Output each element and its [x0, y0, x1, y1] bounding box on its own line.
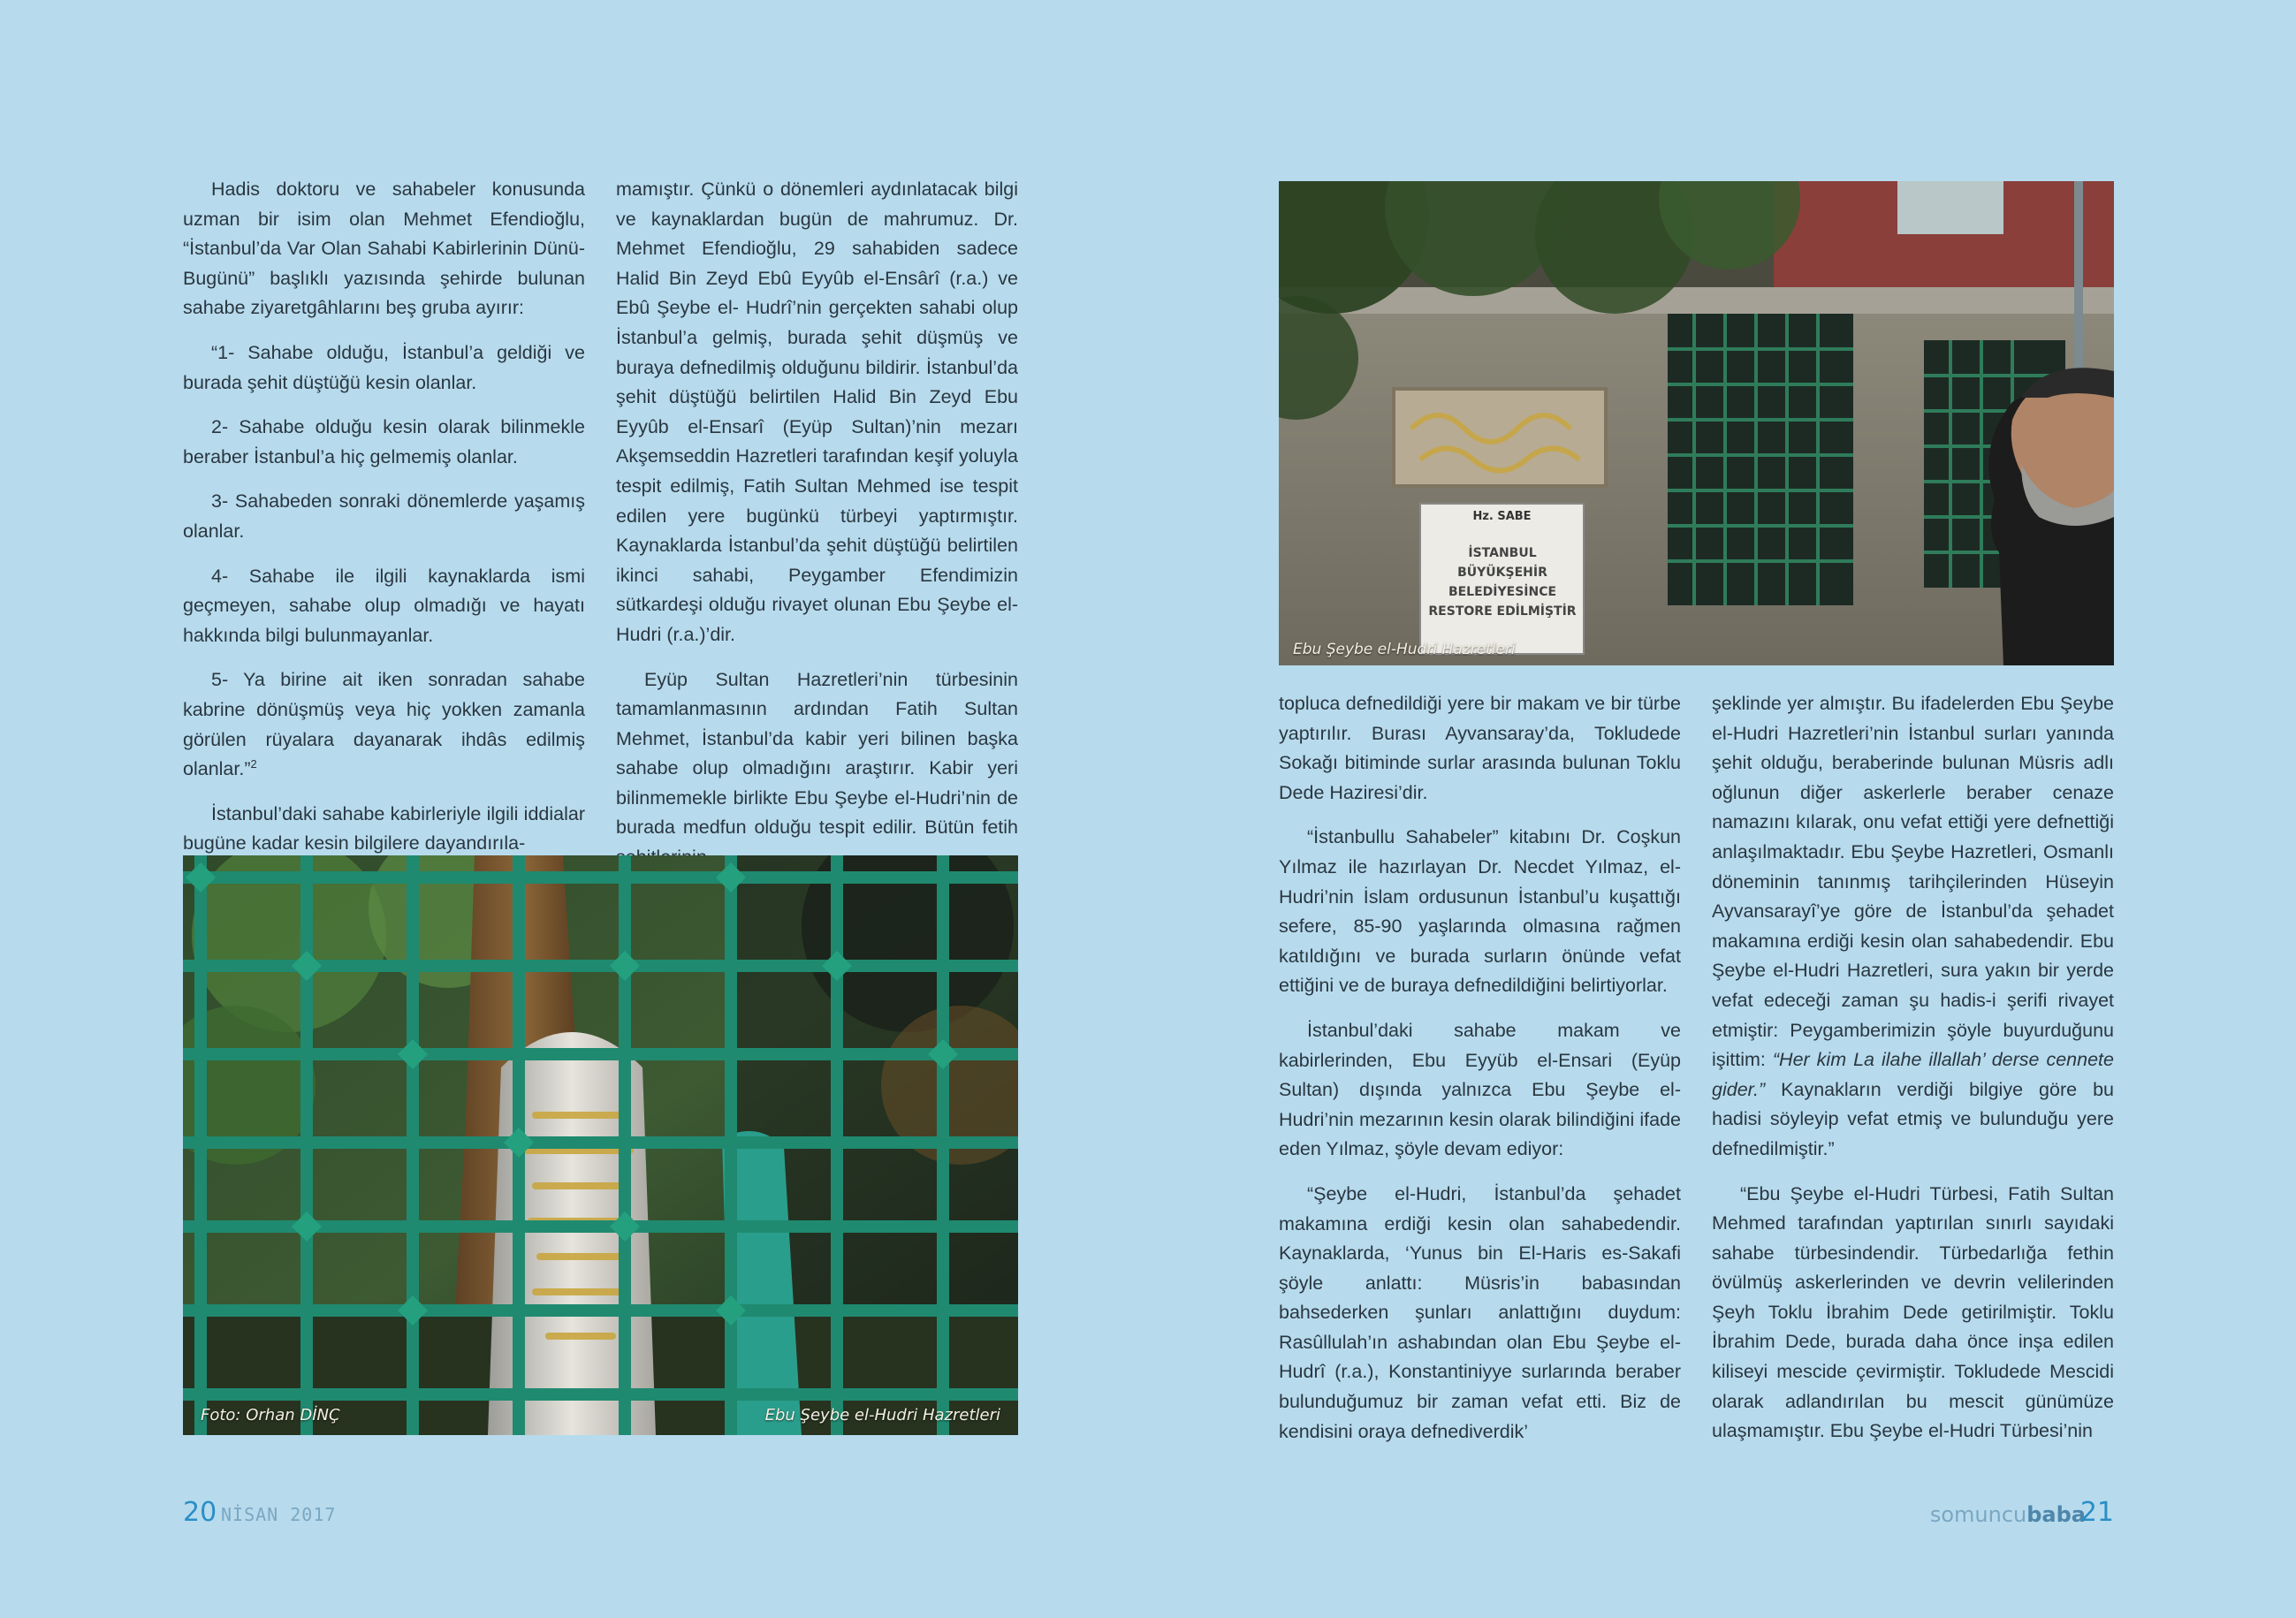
photo-grave-behind-grille — [183, 855, 1018, 1435]
paragraph-text: 5- Ya birine ait iken sonradan sahabe kabrine dönüşmüş veya hiç yokken zamanla görülen rüyalara dayanarak ihdâs edilmiş olanlar.” — [183, 669, 585, 780]
photo-tomb-wall — [1279, 181, 2114, 665]
grave-photo-illustration — [183, 855, 1018, 1435]
left-column-2 — [616, 175, 1018, 888]
paragraph — [183, 665, 585, 784]
photo-caption: Ebu Şeybe el-Hudri Hazretleri — [764, 1406, 1000, 1424]
paragraph: İstanbul’daki sahabe kabirleriyle ilgili iddialar bugüne kadar kesin bilgilere dayandırıla- — [183, 802, 585, 855]
page-number-right: 21 — [2079, 1497, 2114, 1528]
page-number-left: 20 — [183, 1497, 217, 1528]
paragraph: “1- Sahabe olduğu, İstanbul’a geldiği ve burada şehit düştüğü kesin olanlar. — [183, 341, 585, 393]
tomb-photo-illustration — [1279, 181, 2114, 665]
sign-label: Hz. SABE — [1472, 510, 1532, 523]
right-column-1 — [1279, 689, 1681, 1462]
magazine-brand — [1930, 1502, 2086, 1527]
paragraph: Eyüp Sultan Hazretleri’nin türbesinin tamamlanmasının ardından Fatih Sultan Mehmet, İstanbul’da kabir yeri bilinen başka sahabe olup olmadığını araştırır. Kabir yeri bilinmemekle birlikte Ebu Şeybe el-Hudri’nin de burada medfun olduğu tespit edilir. Bütün fetih — [616, 668, 1018, 839]
paragraph: mamıştır. Çünkü o dönemleri aydınlatacak bilgi ve kaynaklardan bugün de mahrumuz. Dr. Mehmet Efendioğlu, 29 sahabiden sadece Halid Bin Zeyd Ebû Eyyûb el-Ensârî (r.a.) ve Ebû Şeybe el- Hudrî’nin gerçekten sahabi olup İstanbul’a gelmiş, burada şehit düşmüş ve buraya defnedilmiş olduğunu bildirir. İstanbul’da şehit düştüğü belirtilen Halid Bin Zeyd Ebu Eyyûb el-Ensarî (Eyüp Sultan)’nin mezarı Akşemseddin Hazretleri tarafından keşif yoluyla tespit edilmiş, Fatih Sultan Mehmed ise tespit edilen yere bugünkü türbeyi yaptırmıştır. Kaynaklarda İstanbul’da şehit düştüğü belirtilen ikinci sahabi, Peygamber Efendimizin sütkardeşi olduğu rivayet olunan Ebu Şeybe el-Hudri (r.a.)’dir. — [616, 179, 1018, 645]
sign-text: İSTANBUL BÜYÜKŞEHİR BELEDİYESİNCE RESTORE EDİLMİŞTİR — [1428, 546, 1577, 619]
paragraph: 4- Sahabe ile ilgili kaynaklarda ismi geçmeyen, sahabe olup olmadığı ve hayatı hakkında bilgi bulunmayanlar. — [183, 565, 585, 646]
brand-light: somuncu — [1929, 1502, 2027, 1527]
paragraph: 2- Sahabe olduğu kesin olarak bilinmekle beraber İstanbul’a hiç gelmemiş olanlar. — [183, 416, 585, 467]
paragraph: İstanbul’daki sahabe makam ve kabirlerinden, Ebu Eyyüb el-Ensari (Eyüp Sultan) dışında yalnızca Ebu Şeybe el-Hudri’nin mezarının kesin olarak bilindiğini ifade eden Yılmaz, şöyle devam ediyor: — [1279, 1019, 1681, 1160]
paragraph: 3- Sahabeden sonraki dönemlerde yaşamış olanlar. — [183, 490, 585, 542]
paragraph-text: şeklinde yer almıştır. Bu ifadelerden Ebu Şeybe el-Hudri Hazretleri’nin İstanbul surları yanında şehit olduğu, beraberinde bulunan Müsris adlı oğlunun diğer askerlerle beraber cenaze namazını kılarak, onu vefat ettiği yere defnettiği anlaşılmaktadır. Ebu Şeybe Hazretleri, Osmanlı döneminin tanınmış tarihçilerinden Hüseyin Ayvansarayî’ye göre de İstanbul’da şehadet makamına erdiği kesin olan sahabedendir. Ebu Şeybe el-Hudri Hazretleri, sura yakın bir yerde vefat edeceği zaman şu hadis-i şerifi rivayet etmiştir: Peygamberimizin şöyle buyurduğunu işittim: — [1712, 693, 2114, 1071]
paragraph: “İstanbullu Sahabeler” kitabını Dr. Coşkun Yılmaz ile hazırlayan Dr. Necdet Yılmaz, el-Hudri’nin İslam ordusunun İstanbul’u kuşattığı sefere, 85-90 yaşlarında olmasına rağmen katıldığını ve burada surların önünde vefat ettiğini ve de buraya defnedildiğini belirtiyorlar. — [1279, 826, 1681, 997]
paragraph: “Ebu Şeybe el-Hudri Türbesi, Fatih Sultan Mehmed tarafından yaptırılan sınırlı sayıdaki sahabe türbesindendir. Türbedarlığa fethin övülmüş askerlerinden ve devrin velilerinden Şeyh Toklu İbrahim Dede getirilmiştir. Toklu İbrahim Dede, burada daha önce inşa edilen kiliseyi mescide çevirmiştir. Tokludede Mescidi olarak adlandırılan bu mescit günümüze ulaşmamıştır. Ebu Şeybe el-Hudri Türbesi’nin — [1712, 1182, 2114, 1442]
hadith-quote: “Her kim La ilahe illallah’ derse cennete gider.” — [1712, 1049, 2114, 1100]
photo-credit: Foto: Orhan DİNÇ — [201, 1406, 340, 1424]
paragraph — [1712, 689, 2114, 1165]
paragraph: Hadis doktoru ve sahabeler konusunda uzman bir isim olan Mehmet Efendioğlu, “İstanbul’da Var Olan Sahabi Kabirlerinin Dünü-Bugünü” başlıklı yazısında şehirde bulunan sahabe ziyaretgâhlarını beş gruba ayırır: — [183, 179, 585, 319]
paragraph-text: Kaynakların verdiği bilgiye göre bu hadisi söyleyip vefat etmiş ve bulunduğu yere defnedilmiştir.” — [1712, 1078, 2114, 1159]
footnote-marker: 2 — [250, 756, 257, 771]
right-column-2 — [1712, 689, 2114, 1462]
paragraph: topluca defnedildiği yere bir makam ve bir türbe yaptırılır. Burası Ayvansaray’da, Tokludede Sokağı bitiminde surlar arasında bulunan Toklu Dede Haziresi’dir. — [1279, 693, 1681, 803]
left-column-1 — [183, 175, 585, 874]
paragraph: “Şeybe el-Hudri, İstanbul’da şehadet makamına erdiği kesin olan sahabedendir. Kaynaklarda, ‘Yunus bin El-Haris es-Sakafi şöyle anlattı: Müsris’in babasından bahsederken şunları anlattığını duydum: Rasûllulah’ın ashabından olan Ebu Şeybe el-Hudrî (r.a.), Konstantiniyye surlarında beraber bulunduğumuz bir zaman vefat etti. Biz de kendisini oraya defnediverdik’ — [1279, 1182, 1681, 1442]
brand-bold: baba — [2026, 1502, 2086, 1527]
photo-caption: Ebu Şeybe el-Hudri Hazretleri — [1293, 641, 1516, 658]
issue-date: NİSAN 2017 — [221, 1504, 337, 1525]
